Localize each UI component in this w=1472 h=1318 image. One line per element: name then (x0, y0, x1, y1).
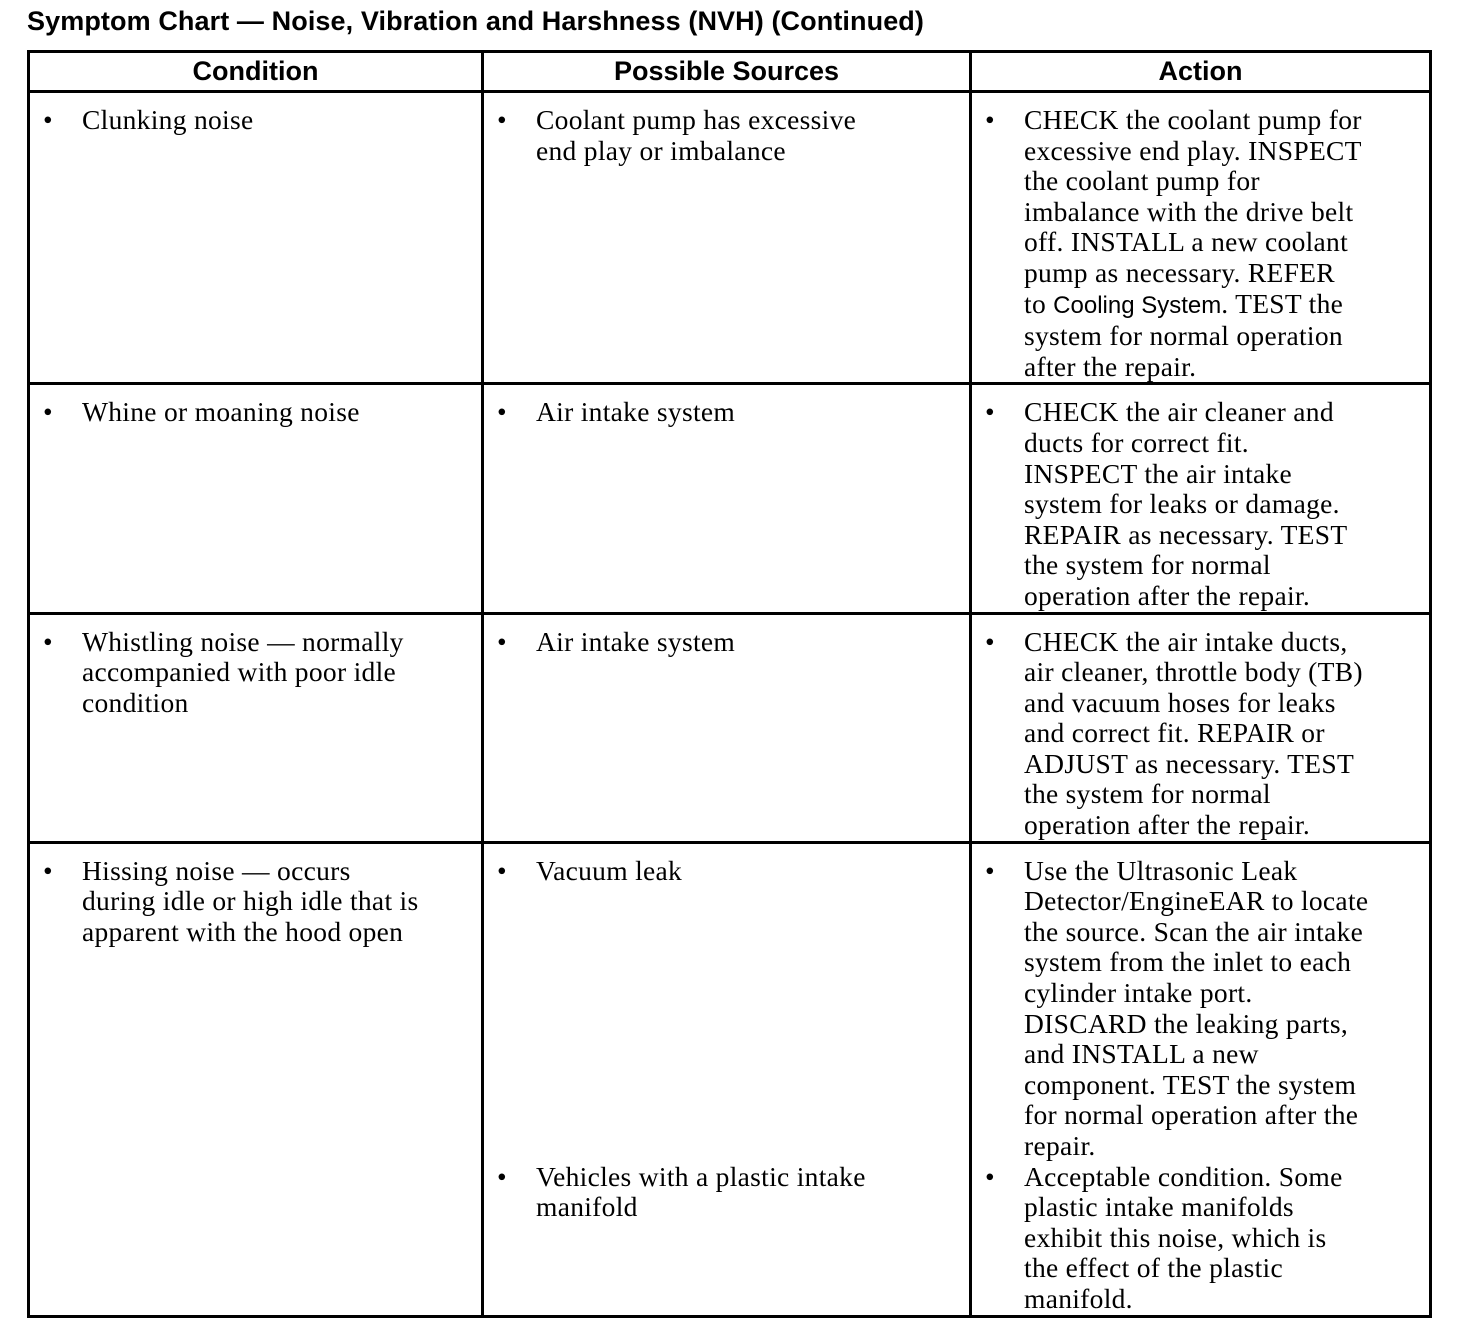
source-text: Air intake system (536, 396, 736, 428)
action-text-part: CHECK the coolant pump for excessive end play. INSPECT the coolant pump for imbalance with the drive belt off. INSTALL a new coolant pump as necessary. REFER to (1024, 104, 1362, 319)
list-item (30, 105, 481, 136)
condition-text: Clunking noise (82, 104, 254, 135)
bullet: • (985, 1160, 995, 1192)
source-text: Coolant pump has excessive end play or imbalance (536, 104, 857, 166)
action-text: CHECK the air intake ducts, air cleaner, throttle body (TB) and vacuum hoses for leaks and correct fit. REPAIR or ADJUST as necessary. TEST the system for normal operation after the repair. (1024, 625, 1363, 841)
source-cell (483, 92, 971, 384)
source-text: Vacuum leak (536, 854, 683, 886)
list-item (484, 397, 969, 428)
source-cell (483, 842, 971, 1316)
bullet: • (985, 625, 995, 657)
bullet: • (497, 1160, 507, 1192)
action-text: Use the Ultrasonic Leak Detector/EngineEAR to locate the source. Scan the air intake system from the inlet to each cylinder intake port. DISCARD the leaking parts, and INSTALL a new component. TEST the system for normal operation after the repair. (1024, 854, 1369, 1161)
list-item (30, 856, 481, 948)
source-cell (483, 613, 971, 842)
table-row (29, 384, 1431, 613)
table-row (29, 842, 1431, 1316)
bullet: • (497, 625, 507, 657)
action-cell (971, 842, 1431, 1316)
list-item (484, 1162, 969, 1223)
list-item (484, 105, 969, 166)
header-row (29, 52, 1431, 92)
bullet: • (497, 396, 507, 428)
symptom-table (27, 50, 1432, 1318)
condition-cell (29, 384, 483, 613)
cooling-system-reference: Cooling System (1053, 291, 1222, 319)
condition-cell (29, 613, 483, 842)
source-text: Air intake system (536, 625, 736, 657)
action-text-part: . TEST the system for normal operation after the repair. (1024, 287, 1344, 382)
action-text (1024, 105, 1429, 382)
list-item (972, 1162, 1429, 1315)
bullet: • (985, 396, 995, 428)
list-item (30, 627, 481, 719)
list-item (972, 105, 1429, 382)
bullet: • (43, 396, 53, 428)
bullet: • (497, 104, 507, 135)
condition-text: Whine or moaning noise (82, 396, 360, 428)
action-cell (971, 613, 1431, 842)
bullet: • (985, 854, 995, 886)
action-text: Acceptable condition. Some plastic intake manifolds exhibit this noise, which is the effect of the plastic manifold. (1024, 1160, 1343, 1315)
source-cell (483, 384, 971, 613)
condition-text: Hissing noise — occurs during idle or high idle that is apparent with the hood open (82, 854, 419, 947)
bullet: • (497, 854, 507, 886)
list-item (972, 397, 1429, 611)
list-item (30, 397, 481, 428)
chart-title: Symptom Chart — Noise, Vibration and Harshness (NVH) (Continued) (27, 6, 924, 36)
header-possible-sources: Possible Sources (483, 52, 971, 92)
header-condition: Condition (29, 52, 483, 92)
action-text: CHECK the air cleaner and ducts for correct fit. INSPECT the air intake system for leaks or damage. REPAIR as necessary. TEST the system for normal operation after the repair. (1024, 396, 1348, 611)
action-cell (971, 92, 1431, 384)
header-action: Action (971, 52, 1431, 92)
list-item (972, 627, 1429, 841)
table-row (29, 92, 1431, 384)
list-item (484, 856, 969, 1162)
source-text: Vehicles with a plastic intake manifold (536, 1160, 866, 1223)
condition-text: Whistling noise — normally accompanied with poor idle condition (82, 625, 404, 718)
bullet: • (43, 625, 53, 657)
condition-cell (29, 92, 483, 384)
list-item (972, 856, 1429, 1162)
action-cell (971, 384, 1431, 613)
list-item (484, 627, 969, 658)
bullet: • (43, 854, 53, 886)
condition-cell (29, 842, 483, 1316)
bullet: • (985, 104, 995, 135)
table-row (29, 613, 1431, 842)
bullet: • (43, 104, 53, 135)
